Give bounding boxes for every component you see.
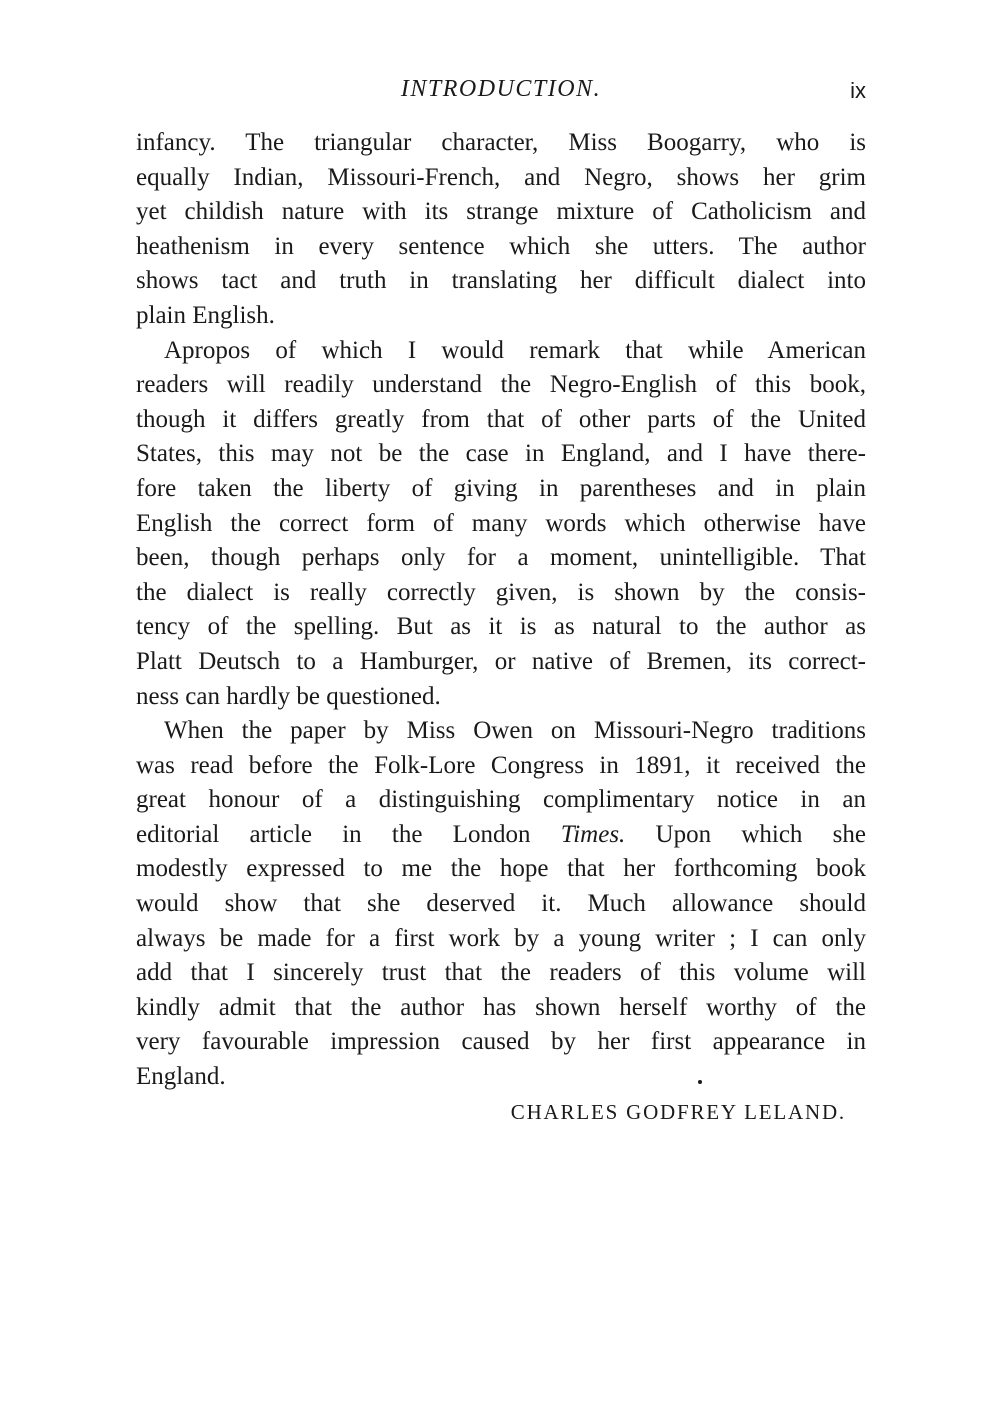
paragraph-2	[136, 334, 866, 715]
text-line-with-italic	[136, 818, 866, 853]
text-line: add that I sincerely trust that the readers of this volume will	[136, 959, 866, 987]
text-line: was read before the Folk-Lore Congress in 1891, it received the	[136, 751, 866, 779]
italic-title: Times.	[560, 820, 626, 848]
text-fragment: editorial article in the London	[136, 820, 561, 848]
text-fragment: Upon which she	[625, 820, 866, 848]
text-line: Platt Deutsch to a Hamburger, or native of Bremen, its correct-	[136, 647, 866, 675]
text-line: shows tact and truth in translating her difficult dialect into	[136, 267, 866, 295]
paragraph-3	[136, 714, 866, 1095]
text-line: Apropos of which I would remark that while American	[164, 336, 866, 364]
text-line: England.	[136, 1063, 226, 1091]
text-line: When the paper by Miss Owen on Missouri-Negro traditions	[164, 717, 866, 745]
text-line: infancy. The triangular character, Miss Boogarry, who is	[136, 129, 866, 156]
text-line: been, though perhaps only for a moment, unintelligible. That	[136, 544, 866, 572]
text-line: English the correct form of many words which otherwise have	[136, 509, 866, 537]
paragraph-1	[136, 126, 866, 334]
text-line: heathenism in every sentence which she utters. The author	[136, 232, 866, 260]
text-line: would show that she deserved it. Much allowance should	[136, 890, 866, 918]
body-text	[136, 126, 866, 1095]
text-line: yet childish nature with its strange mixture of Catholicism and	[136, 198, 866, 226]
text-line: fore taken the liberty of giving in parentheses and in plain	[136, 474, 866, 502]
text-line: readers will readily understand the Negro-English of this book,	[136, 371, 866, 399]
text-line: equally Indian, Missouri-French, and Negro, shows her grim	[136, 163, 866, 191]
text-line: States, this may not be the case in England, and I have there-	[136, 440, 866, 468]
text-line: great honour of a distinguishing complimentary notice in an	[136, 786, 866, 814]
text-line: plain English.	[136, 301, 275, 329]
text-line: ness can hardly be questioned.	[136, 682, 441, 710]
text-line: though it differs greatly from that of other parts of the United	[136, 405, 866, 433]
print-dot-mark	[698, 1080, 702, 1084]
running-title: INTRODUCTION.	[400, 76, 602, 102]
running-head	[136, 76, 866, 110]
text-line: modestly expressed to me the hope that her forthcoming book	[136, 855, 866, 883]
text-line: the dialect is really correctly given, is shown by the consis-	[136, 578, 866, 606]
text-line: very favourable impression caused by her first appearance in	[136, 1028, 866, 1056]
author-signature: CHARLES GODFREY LELAND.	[510, 1100, 846, 1124]
page-number: ix	[850, 78, 866, 103]
text-line: tency of the spelling. But as it is as natural to the author as	[136, 613, 866, 641]
text-line: kindly admit that the author has shown herself worthy of the	[136, 993, 866, 1021]
text-line: always be made for a first work by a young writer ; I can only	[136, 924, 866, 952]
